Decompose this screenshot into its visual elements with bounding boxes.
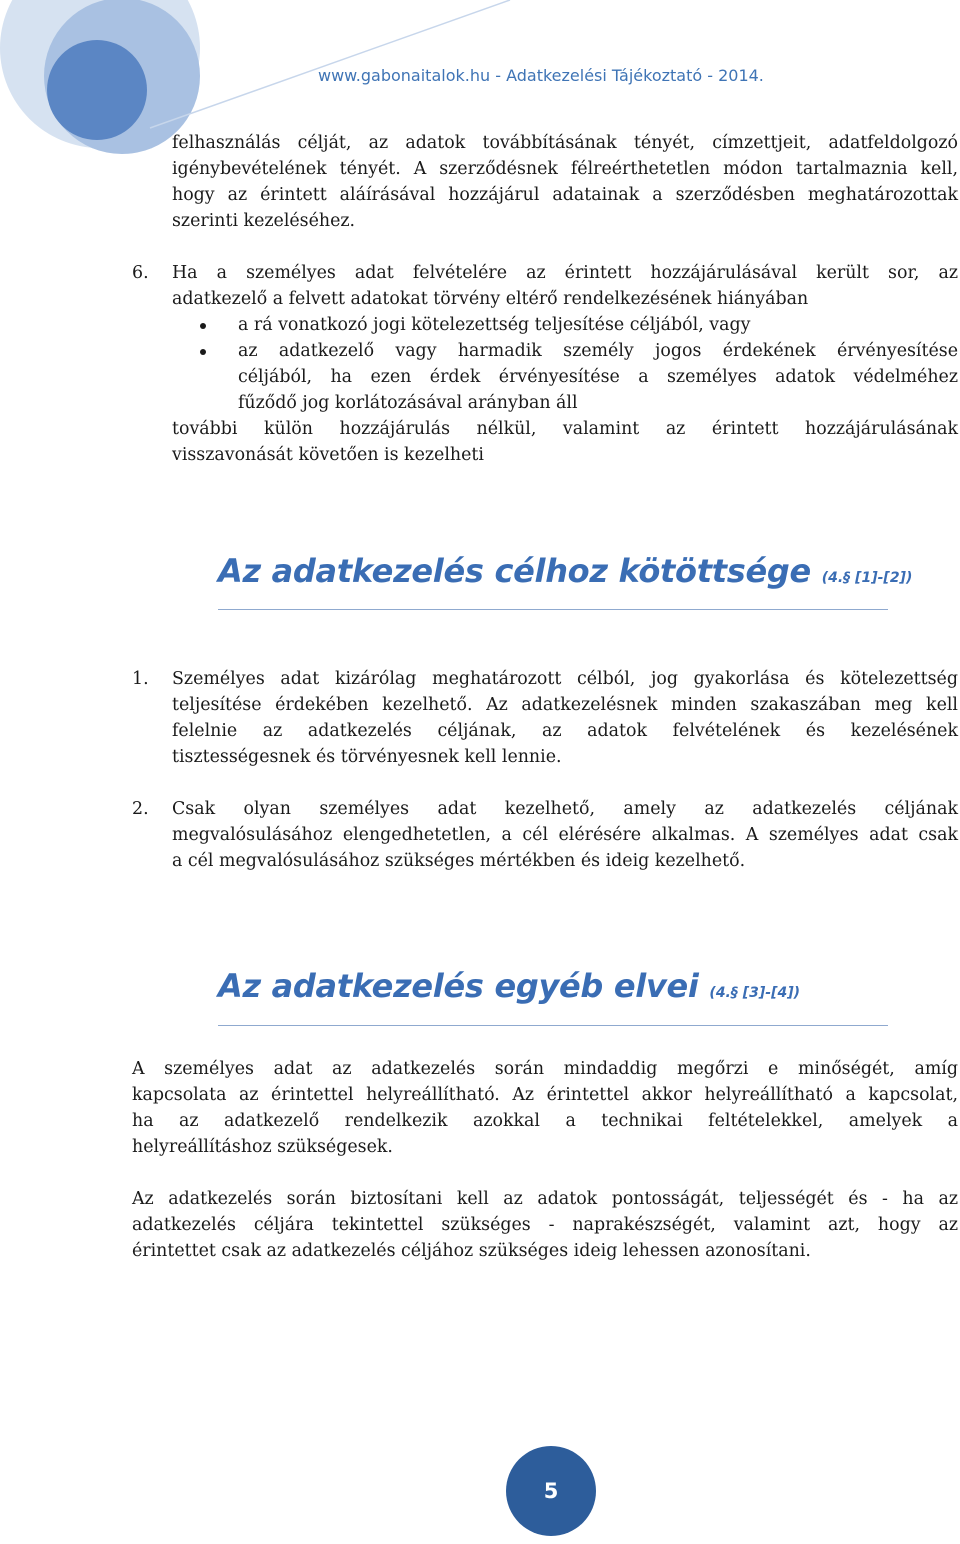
text-line: az adatkezelő vagy harmadik személy jogos érdekének érvényesítése — [238, 341, 958, 361]
text-line: a rá vonatkozó jogi kötelezettség teljesítése céljából, vagy — [238, 315, 751, 335]
section-title: Az adatkezelés célhoz kötöttsége — [218, 552, 811, 590]
section-title: Az adatkezelés egyéb elvei — [218, 967, 699, 1005]
section-reference: (4.§ [3]-[4]) — [709, 985, 801, 1001]
text-line: ha az adatkezelő rendelkezik azokkal a technikai feltételekkel, amelyek a — [132, 1111, 958, 1131]
bullet-icon — [200, 323, 206, 329]
page-number-badge — [506, 1446, 596, 1536]
text-line: hogy az érintett aláírásával hozzájárul adatainak a szerződésben meghatározottak — [172, 185, 958, 205]
section-divider — [218, 609, 888, 610]
text-line: érintettet csak az adatkezelés céljához szükséges ideig lehessen azonosítani. — [132, 1241, 811, 1261]
bullet-item — [172, 338, 958, 416]
text-line: fűződő jog korlátozásával arányban áll — [238, 393, 578, 413]
text-line: további külön hozzájárulás nélkül, valamint az érintett hozzájárulásának — [172, 419, 958, 439]
text-line: kapcsolata az érintettel helyreállítható. Az érintettel akkor helyreállítható a kapcsolat, — [132, 1085, 958, 1105]
item-number: 1. — [132, 669, 149, 689]
text-line: szerinti kezeléséhez. — [172, 211, 356, 231]
text-line: felelnie az adatkezelés céljának, az adatok felvételének és kezelésének — [172, 721, 958, 741]
numbered-item-2 — [132, 796, 958, 874]
intro-paragraph — [172, 130, 958, 234]
text-line: Személyes adat kizárólag meghatározott célból, jog gyakorlása és kötelezettség — [172, 669, 958, 689]
text-line: A személyes adat az adatkezelés során mindaddig megőrzi e minőségét, amíg — [132, 1059, 958, 1079]
principle-paragraph — [132, 1186, 958, 1264]
text-line: Csak olyan személyes adat kezelhető, amely az adatkezelés céljának — [172, 799, 958, 819]
text-line: a cél megvalósulásához szükséges mértékben és ideig kezelhető. — [172, 851, 746, 871]
text-line: adatkezelő a felvett adatokat törvény eltérő rendelkezésének hiányában — [172, 289, 809, 309]
text-line: tisztességesnek és törvényesnek kell lennie. — [172, 747, 562, 767]
principle-paragraph — [132, 1056, 958, 1160]
text-line: visszavonását követően is kezelheti — [172, 445, 484, 465]
text-line: helyreállításhoz szükségesek. — [132, 1137, 393, 1157]
numbered-item-1 — [132, 666, 958, 770]
section-heading-purpose-limitation — [218, 552, 912, 590]
item-number: 2. — [132, 799, 149, 819]
text-line: teljesítése érdekében kezelhető. Az adatkezelésnek minden szakaszában meg kell — [172, 695, 958, 715]
text-line: megvalósulásához elengedhetetlen, a cél elérésére alkalmas. A személyes adat csak — [172, 825, 958, 845]
text-line: Ha a személyes adat felvételére az érintett hozzájárulásával került sor, az — [172, 263, 958, 283]
text-line: igénybevételének tényét. A szerződésnek félreérthetetlen módon tartalmaznia kell, — [172, 159, 958, 179]
decor-line — [150, 0, 510, 128]
header-site-title: www.gabonaitalok.hu - Adatkezelési Tájékoztató - 2014. — [318, 66, 764, 85]
bullet-list — [172, 312, 958, 416]
decor-circle-small — [47, 40, 147, 140]
text-line: adatkezelés céljára tekintettel szükséges - naprakészségét, valamint azt, hogy az — [132, 1215, 958, 1235]
text-line: Az adatkezelés során biztosítani kell az adatok pontosságát, teljességét és - ha az — [132, 1189, 958, 1209]
numbered-item-6 — [132, 260, 958, 468]
text-line: felhasználás célját, az adatok továbbításának tényét, címzettjeit, adatfeldolgozó — [172, 133, 958, 153]
item-number: 6. — [132, 263, 149, 283]
section-heading-other-principles — [218, 967, 800, 1005]
page-number: 5 — [543, 1479, 559, 1503]
section-divider — [218, 1025, 888, 1026]
bullet-item — [172, 312, 958, 338]
bullet-icon — [200, 349, 206, 355]
section-reference: (4.§ [1]-[2]) — [821, 570, 913, 586]
text-line: céljából, ha ezen érdek érvényesítése a személyes adatok védelméhez — [238, 367, 958, 387]
